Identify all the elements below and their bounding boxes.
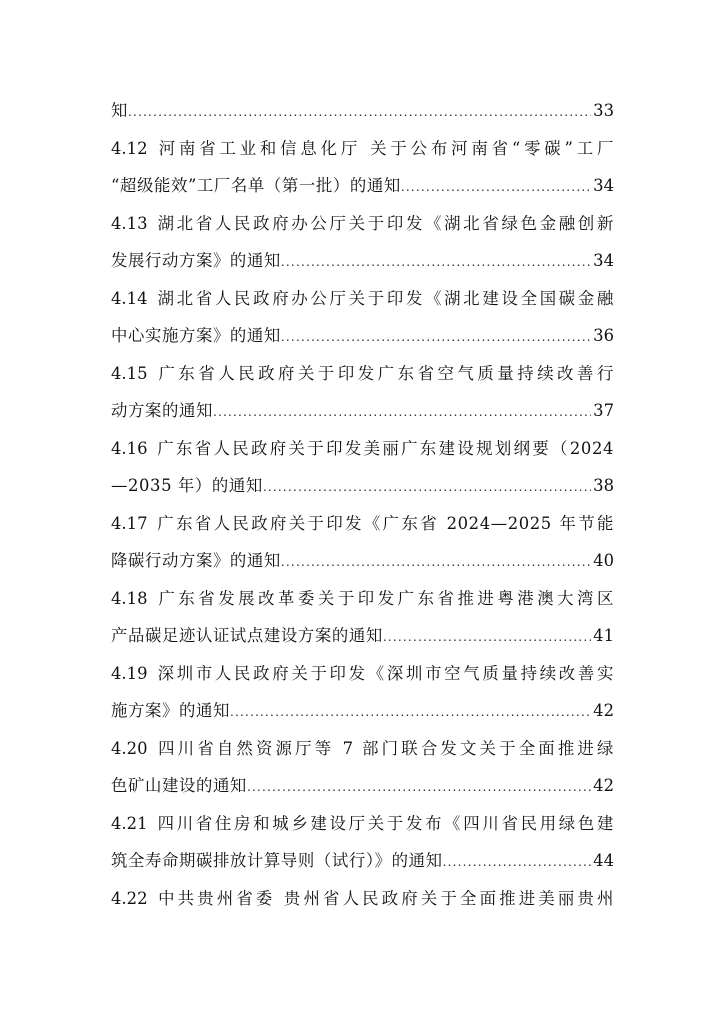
toc-entry-title: 广东省人民政府关于印发美丽广东建设规划纲要（2024 [155,438,614,458]
dot-leader [401,169,591,207]
toc-entry-title: 广东省人民政府关于印发广东省空气质量持续改善行 [155,363,614,383]
toc-entry-number: 4.19 [111,663,148,683]
toc-page-number: 37 [593,401,614,420]
dot-leader [443,844,592,882]
toc-entry-4-18-line1[interactable] [111,580,614,618]
toc-entry-title-cont: 动方案的通知 [111,401,213,420]
toc-entry-4-16-line2[interactable] [111,467,614,505]
toc-entry-4-17-line2[interactable] [111,542,614,580]
dot-leader [281,244,591,282]
toc-entry-title: 深圳市人民政府关于印发《深圳市空气质量持续改善实 [155,663,614,683]
toc-entry-title-cont: 施方案》的通知 [111,701,230,720]
toc-continuation-text: 知 [111,101,128,120]
toc-page-number: 40 [593,551,614,570]
toc-page-number: 41 [593,626,614,645]
toc-entry-4-13-line1[interactable] [111,205,614,243]
toc-entry-title: 广东省发展改革委关于印发广东省推进粤港澳大湾区 [155,588,614,608]
toc-entry-4-20-line1[interactable] [111,730,614,768]
toc-page-number: 33 [593,101,614,120]
toc-entry-title: 河南省工业和信息化厅 关于公布河南省“零碳”工厂 [155,138,614,158]
table-of-contents [111,92,614,917]
toc-entry-4-15-line1[interactable] [111,355,614,393]
toc-entry-title-cont: —2035 年）的通知 [111,476,263,495]
toc-continuation-line[interactable] [111,92,614,130]
toc-page-number: 42 [593,776,614,795]
toc-entry-title-cont: 产品碳足迹认证试点建设方案的通知 [111,626,383,645]
toc-entry-number: 4.12 [111,138,148,158]
toc-entry-title: 湖北省人民政府办公厅关于印发《湖北建设全国碳金融 [155,288,614,308]
toc-entry-4-14-line1[interactable] [111,280,614,318]
toc-entry-4-15-line2[interactable] [111,392,614,430]
toc-entry-4-13-line2[interactable] [111,242,614,280]
dot-leader [281,544,591,582]
dot-leader [263,469,591,507]
toc-entry-4-14-line2[interactable] [111,317,614,355]
toc-entry-4-17-line1[interactable] [111,505,614,543]
dot-leader [213,394,591,432]
toc-entry-4-19-line2[interactable] [111,692,614,730]
toc-entry-number: 4.16 [111,438,148,458]
toc-page-number: 42 [593,701,614,720]
toc-entry-title: 四川省自然资源厅等 7 部门联合发文关于全面推进绿 [155,738,614,758]
toc-entry-title-cont: 色矿山建设的通知 [111,776,247,795]
toc-entry-number: 4.15 [111,363,148,383]
toc-entry-4-21-line2[interactable] [111,842,614,880]
toc-entry-title-cont: 筑全寿命期碳排放计算导则（试行）》的通知 [111,851,443,870]
toc-page-number: 34 [593,176,614,195]
toc-entry-4-12-line1[interactable] [111,130,614,168]
toc-entry-title: 四川省住房和城乡建设厅关于发布《四川省民用绿色建 [155,813,614,833]
toc-entry-4-20-line2[interactable] [111,767,614,805]
dot-leader [230,694,591,732]
dot-leader [247,769,591,807]
toc-entry-number: 4.21 [111,813,148,833]
toc-entry-4-18-line2[interactable] [111,617,614,655]
dot-leader [281,319,591,357]
toc-entry-number: 4.13 [111,213,148,233]
toc-entry-title: 中共贵州省委 贵州省人民政府关于全面推进美丽贵州 [155,888,614,908]
toc-entry-number: 4.22 [111,888,148,908]
toc-entry-4-16-line1[interactable] [111,430,614,468]
dot-leader [128,94,591,132]
toc-entry-title: 湖北省人民政府办公厅关于印发《湖北省绿色金融创新 [155,213,614,233]
toc-entry-number: 4.18 [111,588,148,608]
toc-page-number: 44 [593,851,614,870]
toc-entry-4-12-line2[interactable] [111,167,614,205]
toc-entry-4-19-line1[interactable] [111,655,614,693]
toc-page-number: 38 [593,476,614,495]
dot-leader [383,619,591,657]
toc-entry-number: 4.20 [111,738,148,758]
toc-entry-title: 广东省人民政府关于印发《广东省 2024—2025 年节能 [155,513,614,533]
toc-entry-title-cont: 降碳行动方案》的通知 [111,551,281,570]
toc-entry-4-22-line1[interactable] [111,880,614,918]
toc-entry-title-cont: “超级能效”工厂名单（第一批）的通知 [111,176,401,195]
toc-page-number: 34 [593,251,614,270]
toc-entry-number: 4.14 [111,288,148,308]
toc-entry-4-21-line1[interactable] [111,805,614,843]
toc-page-number: 36 [593,326,614,345]
toc-entry-title-cont: 中心实施方案》的通知 [111,326,281,345]
toc-entry-number: 4.17 [111,513,148,533]
toc-entry-title-cont: 发展行动方案》的通知 [111,251,281,270]
